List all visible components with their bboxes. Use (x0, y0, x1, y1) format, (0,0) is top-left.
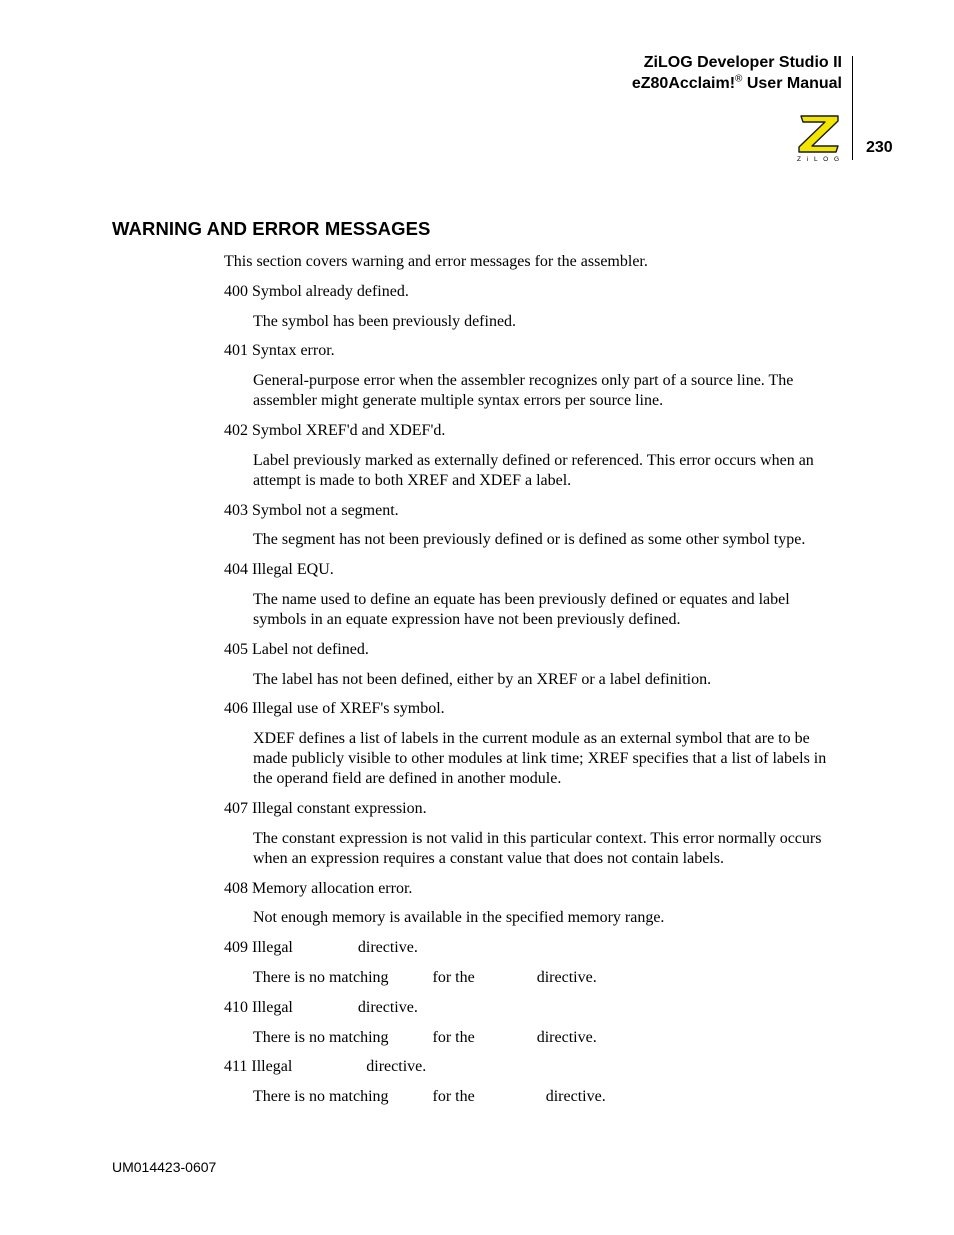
header-divider (852, 56, 853, 160)
header-product-title: ZiLOG Developer Studio II (643, 54, 842, 71)
message-code: 401 Syntax error. (224, 342, 335, 360)
message-code: 408 Memory allocation error. (224, 879, 413, 897)
running-header (632, 52, 842, 94)
message-description: The constant expression is not valid in this particular context. This error normally occurs when an expression requires a constant value that does not contain labels. (253, 829, 822, 867)
message-code: 411 Illegal directive. (224, 1058, 427, 1076)
message-description: There is no matching for the directive. (253, 1088, 606, 1106)
zilog-z-mark (799, 116, 838, 152)
intro-paragraph: This section covers warning and error messages for the assembler. (224, 253, 648, 270)
message-list (224, 252, 844, 1117)
message-code: 407 Illegal constant expression. (224, 799, 427, 817)
message-code: 409 Illegal directive. (224, 939, 418, 957)
message-description: There is no matching for the directive. (253, 968, 597, 986)
message-description: General-purpose error when the assembler recognizes only part of a source line. The assembler might generate multiple syntax errors per source line. (253, 372, 794, 410)
page-number: 230 (866, 139, 893, 156)
message-description: Label previously marked as externally defined or referenced. This error occurs when an attempt is made to both XREF and XDEF a label. (253, 451, 814, 489)
zilog-logo (796, 112, 842, 164)
registered-mark: ® (735, 73, 743, 85)
message-code: 405 Label not defined. (224, 640, 369, 658)
message-description: There is no matching for the directive. (253, 1028, 597, 1046)
message-code: 404 Illegal EQU. (224, 561, 334, 579)
message-description: The symbol has been previously defined. (253, 312, 517, 330)
message-code: 403 Symbol not a segment. (224, 501, 399, 519)
message-description: Not enough memory is available in the specified memory range. (253, 909, 665, 927)
message-description: The name used to define an equate has been previously defined or equates and label symbols in an equate expression have not been previously defined. (253, 590, 790, 628)
header-manual-title: eZ80Acclaim!® User Manual (631, 73, 842, 92)
message-code: 406 Illegal use of XREF's symbol. (224, 700, 445, 718)
message-code: 400 Symbol already defined. (224, 282, 409, 300)
section-title: WARNING AND ERROR MESSAGES (112, 218, 431, 239)
message-code: 402 Symbol XREF'd and XDEF'd. (224, 421, 446, 439)
message-description: The segment has not been previously defined or is defined as some other symbol type. (253, 531, 806, 549)
message-description: The label has not been defined, either by an XREF or a label definition. (253, 670, 712, 688)
document-id: UM014423-0607 (112, 1159, 217, 1175)
message-description: XDEF defines a list of labels in the current module as an external symbol that are to be made publicly visible to other modules at link time; XREF specifies that a list of labels in the operand field are defined in another module. (253, 730, 827, 788)
message-code: 410 Illegal directive. (224, 998, 418, 1016)
svg-text:Z i L O G: Z i L O G (796, 156, 842, 163)
